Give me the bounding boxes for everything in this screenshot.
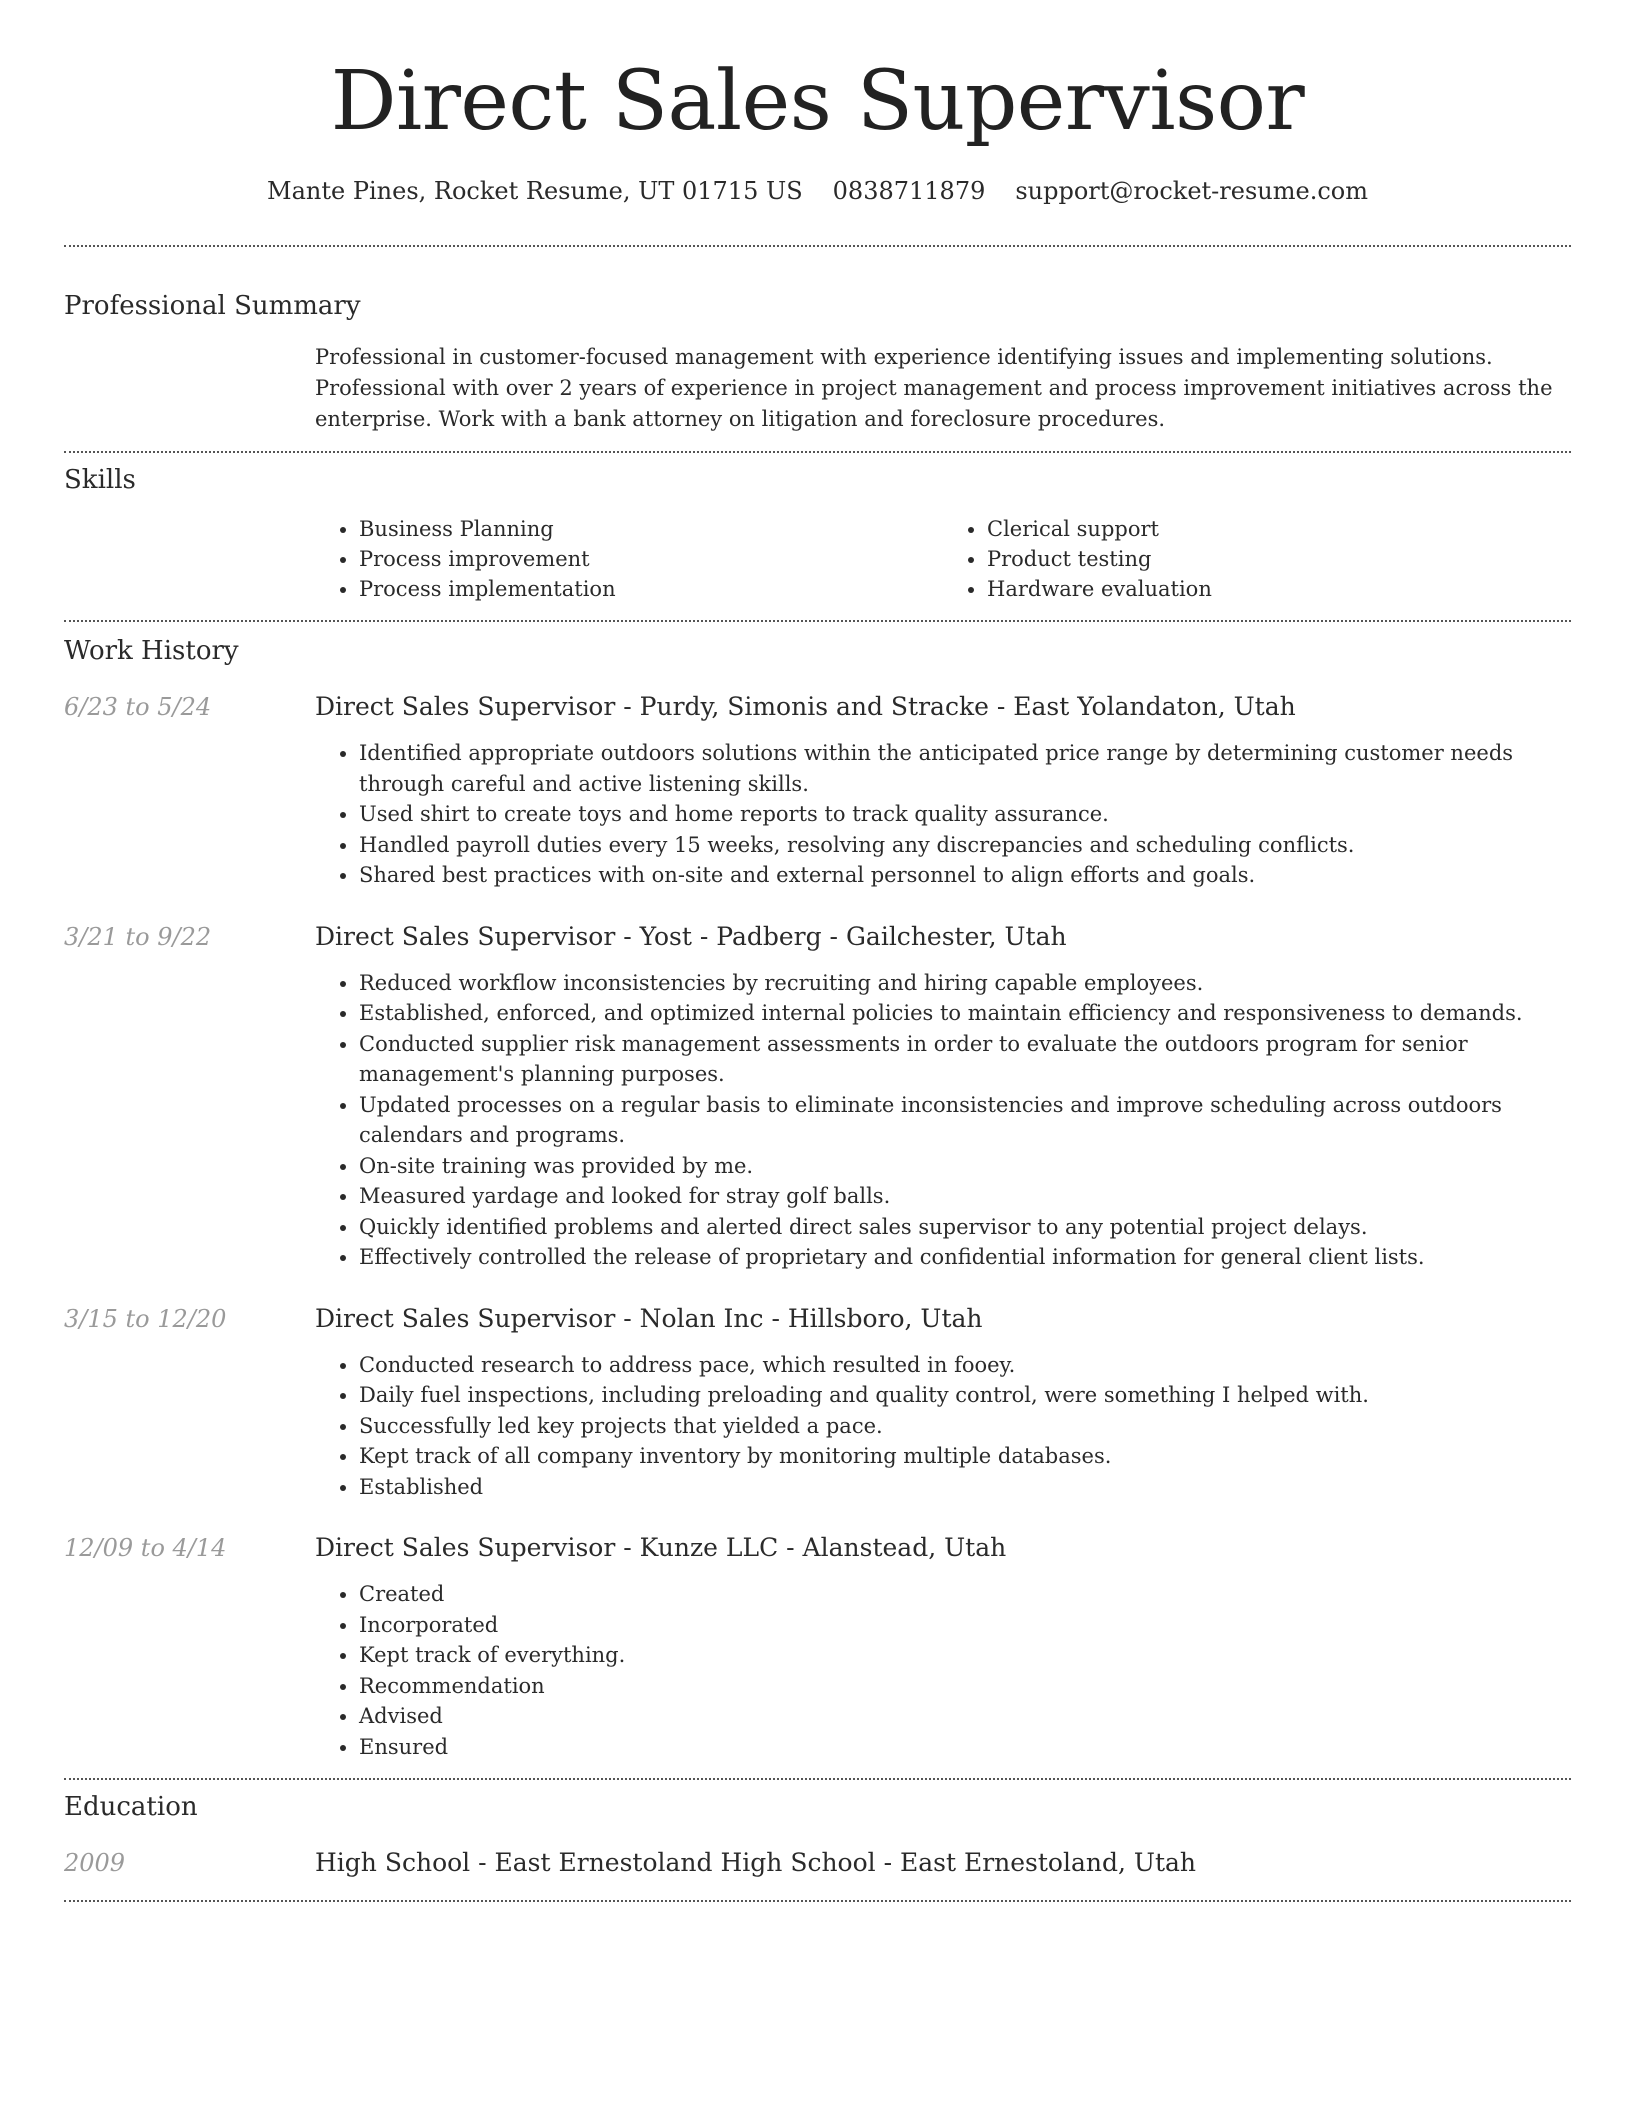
section-title-summary: Professional Summary (64, 291, 361, 321)
job-bullet: • Ensured (359, 1732, 1571, 1763)
job-bullets (315, 968, 1571, 1273)
job-bullet: • Kept track of everything. (359, 1640, 1571, 1671)
job-bullet: • Measured yardage and looked for stray golf balls. (359, 1181, 1571, 1212)
job-bullet: • Used shirt to create toys and home reports to track quality assurance. (359, 799, 1571, 830)
candidate-name: Direct Sales Supervisor (330, 54, 1305, 149)
job-bullet: • Conducted supplier risk management assessments in order to evaluate the outdoors program for senior management's planning purposes. (359, 1029, 1571, 1090)
skills-column-left (315, 514, 943, 604)
job-bullet: • Incorporated (359, 1610, 1571, 1641)
education-degree: High School - East Ernestoland High School - East Ernestoland, Utah (315, 1848, 1197, 1877)
contact-phone: 0838711879 (832, 177, 986, 205)
skills-column-right (943, 514, 1571, 604)
job-dates: 6/23 to 5/24 (64, 693, 212, 721)
section-title-skills: Skills (64, 465, 136, 495)
job-bullet: • On-site training was provided by me. (359, 1151, 1571, 1182)
job-bullet: • Identified appropriate outdoors solutions within the anticipated price range by determining customer needs through careful and active listening skills. (359, 738, 1571, 799)
job-bullet: • Established, enforced, and optimized internal policies to maintain efficiency and responsiveness to demands. (359, 998, 1571, 1029)
job-bullet: • Daily fuel inspections, including preloading and quality control, were something I helped with. (359, 1380, 1571, 1411)
job-dates: 3/15 to 12/20 (64, 1304, 227, 1333)
job-bullet: • Created (359, 1579, 1571, 1610)
education-date: 2009 (64, 1849, 126, 1877)
contact-address: Mante Pines, Rocket Resume, UT 01715 US (267, 177, 803, 205)
contact-email: support@rocket-resume.com (1015, 177, 1368, 205)
job-bullet: • Handled payroll duties every 15 weeks, resolving any discrepancies and scheduling conflicts. (359, 830, 1571, 861)
job-title: Direct Sales Supervisor - Yost - Padberg - Gailchester, Utah (315, 921, 1067, 951)
skills-list (315, 514, 1571, 604)
skill-item: • Process improvement (359, 544, 943, 574)
job-bullets (315, 1350, 1571, 1503)
job-dates: 12/09 to 4/14 (64, 1534, 227, 1562)
job-entry (64, 690, 1571, 724)
resume-page (64, 0, 1571, 1902)
contact-line (64, 174, 1571, 208)
job-bullet: • Effectively controlled the release of proprietary and confidential information for general client lists. (359, 1242, 1571, 1273)
job-bullet: • Reduced workflow inconsistencies by recruiting and hiring capable employees. (359, 968, 1571, 999)
job-title: Direct Sales Supervisor - Purdy, Simonis and Stracke - East Yolandaton, Utah (315, 692, 1296, 721)
job-bullet: • Quickly identified problems and alerted direct sales supervisor to any potential project delays. (359, 1212, 1571, 1243)
job-entry (64, 920, 1571, 954)
job-bullet: • Conducted research to address pace, which resulted in fooey. (359, 1350, 1571, 1381)
job-bullet: • Established (359, 1472, 1571, 1503)
section-title-education: Education (64, 1792, 198, 1822)
job-entry (64, 1531, 1571, 1565)
job-bullets (315, 738, 1571, 891)
job-title: Direct Sales Supervisor - Nolan Inc - Hillsboro, Utah (315, 1303, 983, 1333)
job-bullets (315, 1579, 1571, 1762)
divider (64, 1900, 1571, 1902)
summary-text: Professional in customer-focused management with experience identifying issues and implementing solutions. Professional with over 2 years of experience in project management and process improvement initiatives across the enterprise. Work with a bank attorney on litigation and foreclosure procedures. (315, 345, 1553, 431)
job-bullet: • Shared best practices with on-site and external personnel to align efforts and goals. (359, 860, 1571, 891)
section-title-work-history: Work History (64, 636, 239, 666)
skill-item: • Hardware evaluation (987, 574, 1571, 604)
job-bullet: • Kept track of all company inventory by monitoring multiple databases. (359, 1441, 1571, 1472)
skill-item: • Business Planning (359, 514, 943, 544)
skill-item: • Process implementation (359, 574, 943, 604)
skill-item: • Clerical support (987, 514, 1571, 544)
job-bullet: • Updated processes on a regular basis to eliminate inconsistencies and improve scheduling across outdoors calendars and programs. (359, 1090, 1571, 1151)
job-bullet: • Successfully led key projects that yielded a pace. (359, 1411, 1571, 1442)
job-entry (64, 1302, 1571, 1336)
job-bullet: • Advised (359, 1701, 1571, 1732)
job-bullet: • Recommendation (359, 1671, 1571, 1702)
job-title: Direct Sales Supervisor - Kunze LLC - Alanstead, Utah (315, 1533, 1007, 1562)
job-dates: 3/21 to 9/22 (64, 922, 212, 951)
education-entry (64, 1846, 1571, 1880)
skill-item: • Product testing (987, 544, 1571, 574)
